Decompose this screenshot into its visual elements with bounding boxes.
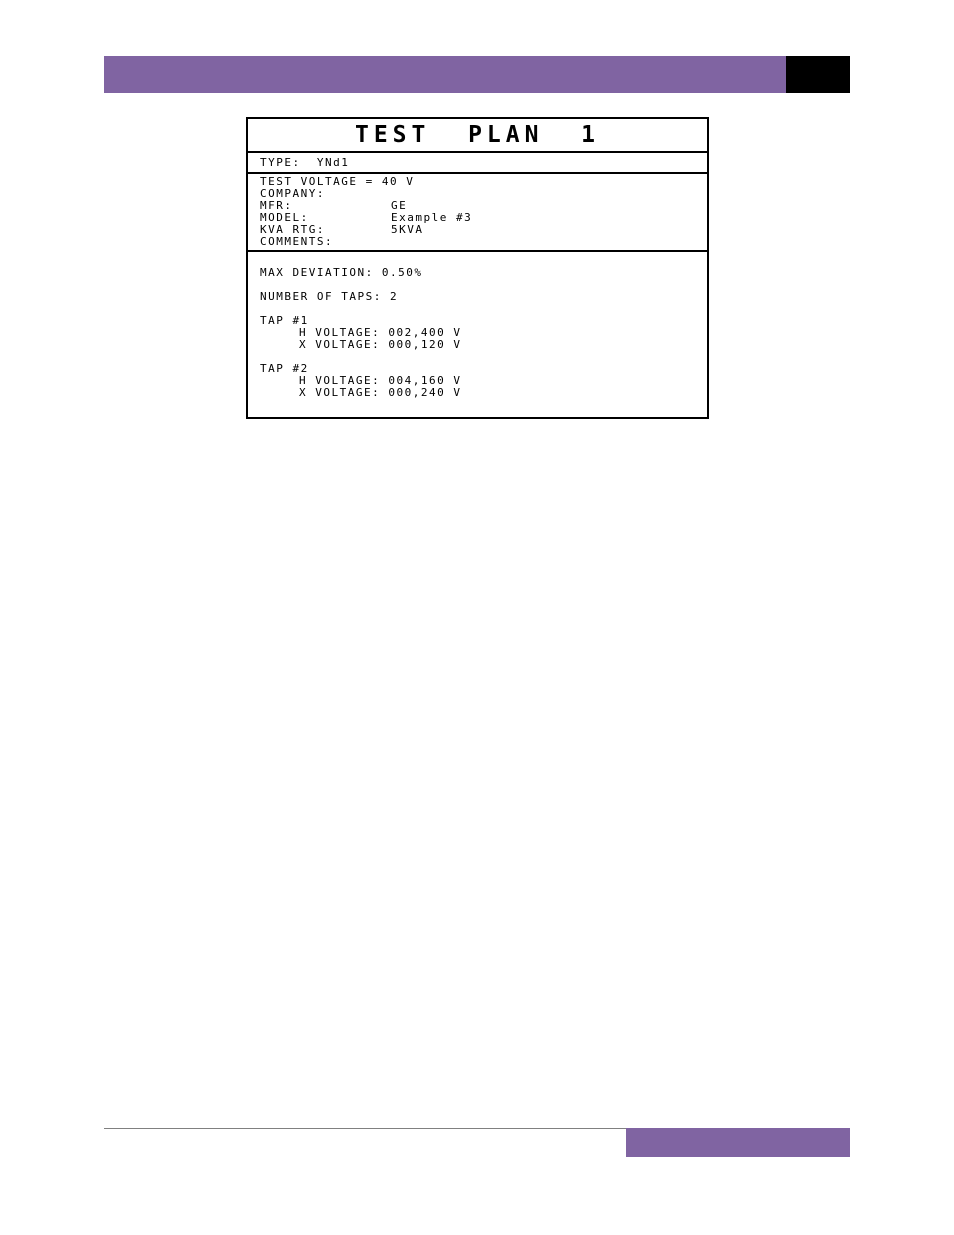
model-row bbox=[260, 212, 707, 224]
tap-2-h-voltage: H VOLTAGE: 004,160 V bbox=[299, 374, 462, 387]
mfr-row bbox=[260, 200, 707, 212]
kva-label: KVA RTG: bbox=[260, 223, 325, 236]
test-voltage: TEST VOLTAGE = 40 V bbox=[260, 175, 415, 188]
tap-details bbox=[248, 252, 707, 399]
model-value: Example #3 bbox=[391, 211, 473, 224]
number-of-taps: NUMBER OF TAPS: 2 bbox=[260, 290, 399, 303]
tap-1-h-voltage: H VOLTAGE: 002,400 V bbox=[299, 326, 462, 339]
kva-value: 5KVA bbox=[391, 223, 424, 236]
mfr-label: MFR: bbox=[260, 199, 293, 212]
footer-bar bbox=[626, 1128, 850, 1157]
model-label: MODEL: bbox=[260, 211, 309, 224]
transformer-type: TYPE: YNd1 bbox=[248, 153, 707, 174]
test-info-block bbox=[248, 174, 707, 252]
test-plan-printout bbox=[246, 117, 709, 419]
header-bar bbox=[104, 56, 786, 93]
tap-2-x-voltage: X VOLTAGE: 000,240 V bbox=[299, 386, 462, 399]
company-label: COMPANY: bbox=[260, 187, 325, 200]
max-deviation: MAX DEVIATION: 0.50% bbox=[260, 266, 423, 279]
tap-2-label: TAP #2 bbox=[260, 362, 309, 375]
mfr-value: GE bbox=[391, 199, 408, 212]
header-page-tab bbox=[786, 56, 850, 93]
tap-1-label: TAP #1 bbox=[260, 314, 309, 327]
comments-label: COMMENTS: bbox=[260, 235, 334, 248]
printout-title: TEST PLAN 1 bbox=[248, 119, 707, 153]
tap-1-x-voltage: X VOLTAGE: 000,120 V bbox=[299, 338, 462, 351]
